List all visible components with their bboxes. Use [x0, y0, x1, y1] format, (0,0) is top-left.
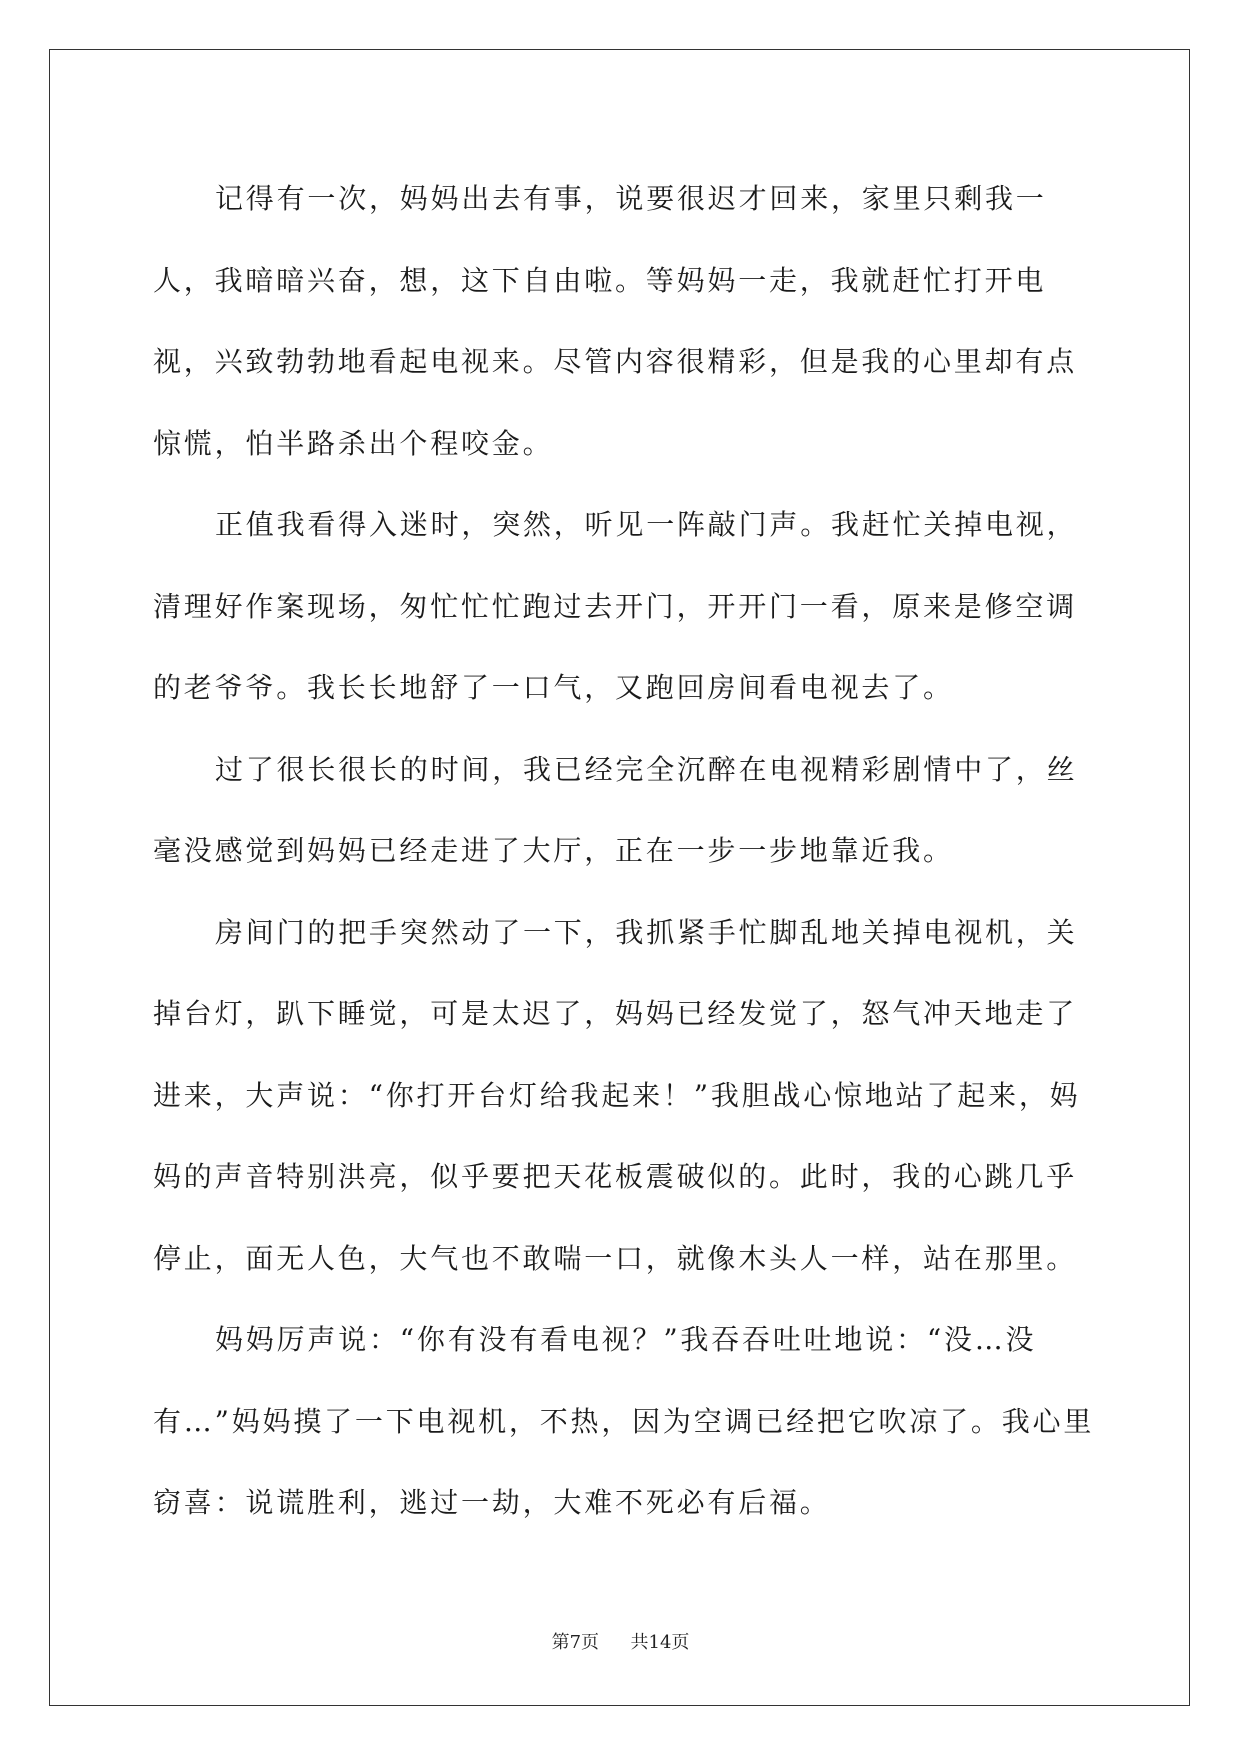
paragraph: 过了很长很长的时间，我已经完全沉醉在电视精彩剧情中了，丝毫没感觉到妈妈已经走进了大厅，正在一步一步地靠近我。: [153, 752, 1078, 867]
page-number: 第7页: [551, 1632, 600, 1653]
paragraph: 记得有一次，妈妈出去有事，说要很迟才回来，家里只剩我一人，我暗暗兴奋，想，这下自由啦。等妈妈一走，我就赶忙打开电视，兴致勃勃地看起电视来。尽管内容很精彩，但是我的心里却有点惊慌，怕半路杀出个程咬金。: [153, 182, 1078, 460]
page-footer: [0, 1628, 1241, 1654]
paragraph: 房间门的把手突然动了一下，我抓紧手忙脚乱地关掉电视机，关掉台灯，趴下睡觉，可是太迟了，妈妈已经发觉了，怒气冲天地走了进来，大声说：“你打开台灯给我起来！”我胆战心惊地站了起来，妈妈的声音特别洪亮，似乎要把天花板震破似的。此时，我的心跳几乎停止，面无人色，大气也不敢喘一口，就像木头人一样，站在那里。: [153, 915, 1081, 1275]
paragraph: 正值我看得入迷时，突然，听见一阵敲门声。我赶忙关掉电视，清理好作案现场，匆忙忙忙跑过去开门，开开门一看，原来是修空调的老爷爷。我长长地舒了一口气，又跑回房间看电视去了。: [153, 508, 1078, 704]
page-total: 共14页: [630, 1632, 690, 1653]
document-body: [153, 158, 1098, 1544]
paragraph: 妈妈厉声说：“你有没有看电视？”我吞吞吐吐地说：“没…没有…”妈妈摸了一下电视机，不热，因为空调已经把它吹凉了。我心里窃喜：说谎胜利，逃过一劫，大难不死必有后福。: [153, 1323, 1095, 1519]
